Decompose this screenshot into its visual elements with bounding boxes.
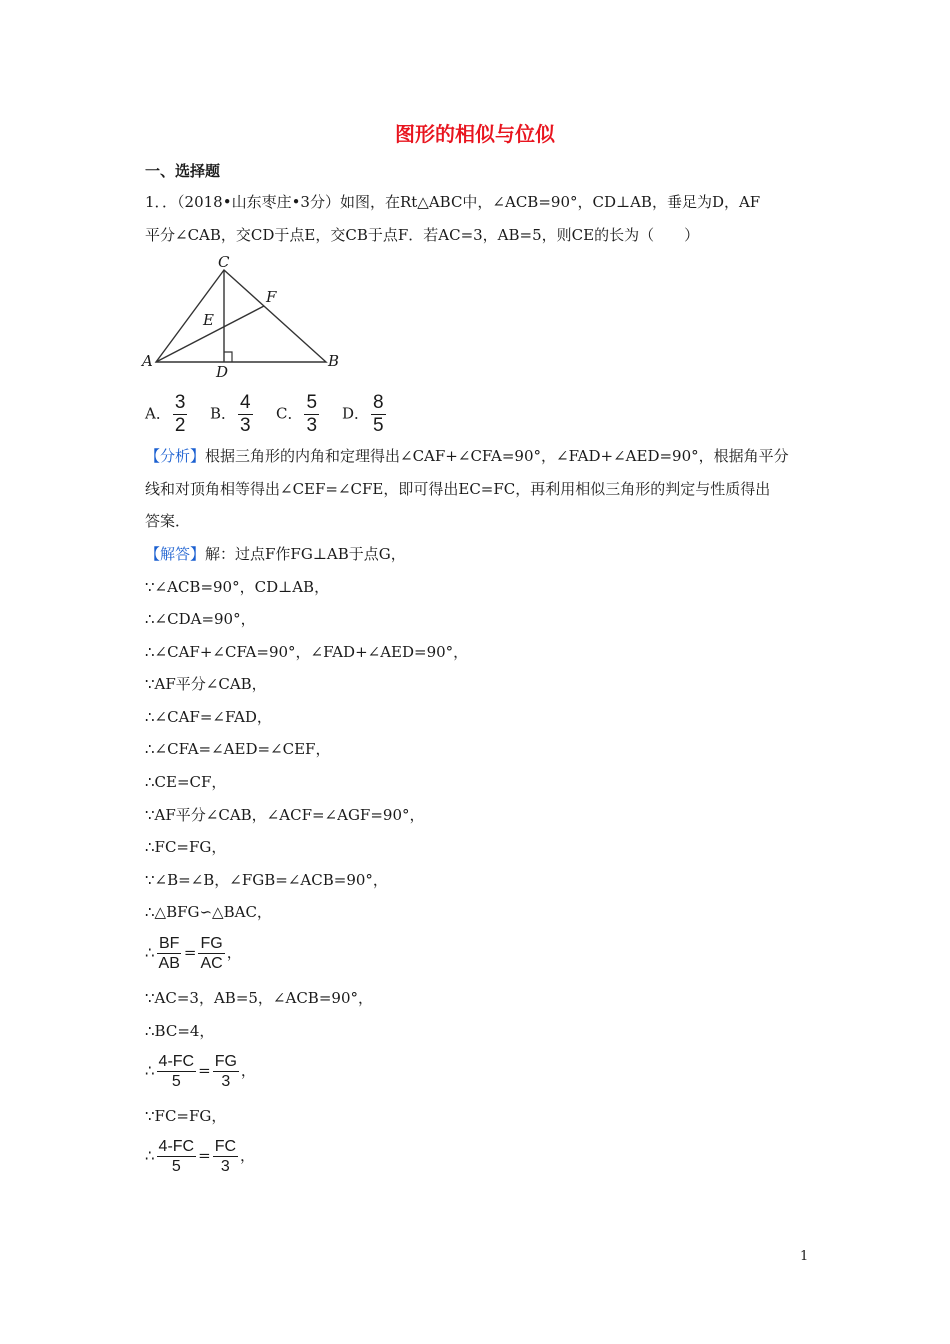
label-a: A [142, 352, 153, 370]
option-d-fraction: $\frac{8}{5}$ [373, 392, 384, 436]
section-heading: 一、选择题 [145, 162, 221, 180]
triangle-figure [140, 250, 350, 380]
label-f: F [266, 288, 277, 306]
option-b-label: B． [210, 404, 237, 423]
solution-step-5: ∴∠CAF=∠FAD， [145, 708, 272, 726]
solution-step-8: ∵AF平分∠CAB，∠ACF=∠AGF=90°， [145, 806, 425, 824]
question-line-2: 平分∠CAB，交CD于点E，交CB于点F．若AC=3，AB=5，则CE的长为（ ） [145, 226, 700, 244]
analysis-line-2: 线和对顶角相等得出∠CEF=∠CFE，即可得出EC=FC，再利用相似三角形的判定与性质得出 [145, 480, 771, 498]
solution-step-7: ∴CE=CF， [145, 773, 227, 791]
solution-step-4: ∵AF平分∠CAB， [145, 675, 267, 693]
right-angle-mark [224, 352, 232, 362]
page-title: 图形的相似与位似 [395, 122, 555, 146]
option-c-label: C． [276, 404, 303, 423]
solution-step-9: ∴FC=FG， [145, 838, 227, 856]
solution-step-2: ∴∠CDA=90°， [145, 610, 256, 628]
solution-step-13: ∴BC=4， [145, 1022, 215, 1040]
label-d: D [216, 363, 229, 380]
option-b [210, 392, 255, 437]
question-line-1: 1．．（2018•山东枣庄•3分）如图，在Rt△ABC中，∠ACB=90°，CD⊥AB，垂足为D，AF [145, 193, 761, 211]
option-b-fraction: $\frac{4}{3}$ [240, 392, 251, 436]
solution-step-14: ∵FC=FG， [145, 1107, 227, 1125]
solution-step-1: ∵∠ACB=90°，CD⊥AB， [145, 578, 330, 596]
analysis-tag: 【分析】 [145, 447, 206, 465]
solution-step-10: ∵∠B=∠B，∠FGB=∠ACB=90°， [145, 871, 388, 889]
analysis-line-1: 【分析】根据三角形的内角和定理得出∠CAF+∠CFA=90°，∠FAD+∠AED=90°，根据角平分 [145, 447, 789, 465]
page-number: 1 [800, 1249, 809, 1264]
solution-step-3: ∴∠CAF+∠CFA=90°，∠FAD+∠AED=90°， [145, 643, 469, 661]
solution-step-12: ∵AC=3，AB=5，∠ACB=90°， [145, 989, 373, 1007]
solution-step-6: ∴∠CFA=∠AED=∠CEF， [145, 740, 331, 758]
option-a [145, 392, 189, 437]
option-a-label: A． [145, 404, 171, 423]
solution-step-11: ∴△BFG∽△BAC， [145, 903, 272, 921]
solution-tag: 【解答】 [145, 545, 206, 563]
label-c: C [218, 253, 230, 271]
option-d-label: D． [342, 404, 370, 423]
solution-intro: 【解答】解：过点F作FG⊥AB于点G， [145, 545, 406, 563]
label-b: B [328, 352, 340, 370]
analysis-line-3: 答案． [145, 512, 191, 530]
solution-equation-3: ∴ $\frac{4-FC}{5}$ = $\frac{FC}{3}$ ， [145, 1138, 256, 1175]
option-c-fraction: $\frac{5}{3}$ [306, 392, 318, 436]
label-e: E [203, 311, 214, 329]
option-a-fraction: $\frac{3}{2}$ [174, 392, 186, 436]
option-c [276, 392, 321, 437]
option-d [342, 392, 388, 437]
solution-equation-1: ∴ $\frac{BF}{AB}$ = $\frac{FG}{AC}$ ， [145, 935, 242, 972]
solution-equation-2: ∴ $\frac{4-FC}{5}$ = $\frac{FG}{3}$ ， [145, 1053, 256, 1090]
